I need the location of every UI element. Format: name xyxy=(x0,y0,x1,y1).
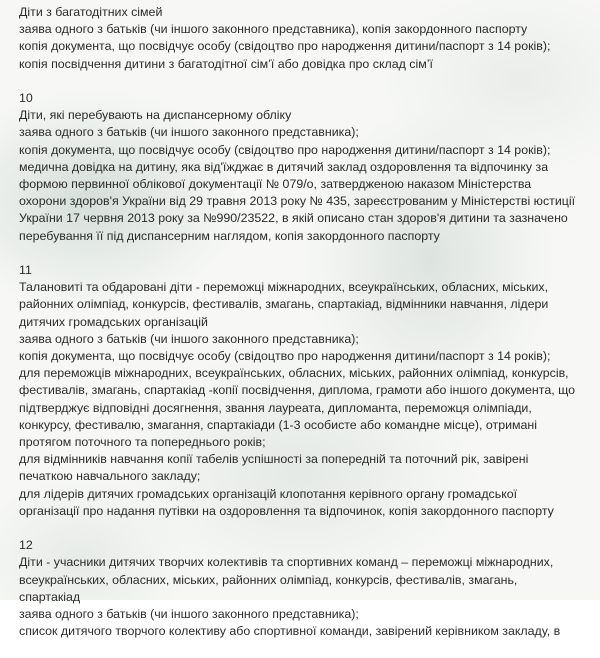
requirement-line: для переможців міжнародних, всеукраїнських, обласних, міських, районних олімпіад, конкурсів, xyxy=(19,366,569,381)
section-heading: Діти з багатодітних сімей xyxy=(19,5,163,19)
requirement-line: список дитячого творчого колективу або спортивної команди, завірений керівником закладу, в xyxy=(19,624,561,639)
requirement-line: копія документа, що посвідчує особу (свідоцтво про народження дитини/паспорт з 14 років); xyxy=(19,39,551,54)
section-9 xyxy=(19,4,586,73)
section-heading: дитячих громадських організацій xyxy=(19,314,208,329)
requirement-line: України 17 червня 2013 року за №990/23522, в якій описано стан здоров'я дитини та зазначено xyxy=(19,211,568,226)
requirement-line: копія документа, що посвідчує особу (свідоцтво про народження дитини/паспорт з 14 років); xyxy=(19,142,551,157)
requirement-line: фестивалів, змагань, спартакіад -копії посвідчення, диплома, грамоти або іншого документа, що xyxy=(19,383,576,398)
section-number: 12 xyxy=(19,538,33,553)
section-11 xyxy=(19,262,586,520)
section-number: 10 xyxy=(19,91,33,105)
section-12 xyxy=(19,537,586,640)
requirement-line: заява одного з батьків (чи іншого законного представника); xyxy=(19,607,359,622)
section-heading: всеукраїнських, обласних, міських, районних олімпіад, конкурсів, фестивалів, змагань, xyxy=(19,572,518,587)
requirement-line: організації про надання путівки на оздоровлення та відпочинок, копія закордонного паспорту xyxy=(19,503,554,518)
section-number: 11 xyxy=(19,263,32,278)
requirement-line: формою первинної облікової документації № 079/о, затвердженою наказом Міністерства xyxy=(19,177,532,192)
requirement-line: медична довідка на дитину, яка від'їжджає в дитячий заклад оздоровлення та відпочинку за xyxy=(19,159,549,174)
requirement-line: заява одного з батьків (чи іншого законного представника), копія закордонного паспорту xyxy=(19,22,528,37)
section-heading: спартакіад xyxy=(19,589,81,604)
section-heading: районних олімпіад, конкурсів, фестивалів, змагань, спартакіад, відмінники навчання, лідери xyxy=(19,297,549,312)
section-heading: Діти, які перебувають на диспансерному обліку xyxy=(19,108,292,123)
requirement-line: печаткою навчального закладу; xyxy=(19,469,201,484)
requirement-line: для відмінників навчання копії табелів успішності за попередній та поточний рік, завірені xyxy=(19,452,529,467)
requirement-line: конкурсу, фестивалю, змагання, спартакіади (1-3 особисте або командне місце), отримані xyxy=(19,417,538,432)
section-heading: Талановиті та обдаровані діти - переможці міжнародних, всеукраїнських, обласних, міських, xyxy=(19,280,549,295)
requirement-line: перебування її під диспансерним наглядом, копія закордонного паспорту xyxy=(19,228,440,243)
requirement-line: заява одного з батьків (чи іншого законного представника); xyxy=(19,331,359,346)
section-10 xyxy=(19,90,586,245)
requirement-line: для лідерів дитячих громадських організацій клопотання керівного органу громадської xyxy=(19,486,518,501)
requirement-line: заява одного з батьків (чи іншого законного представника); xyxy=(19,125,359,140)
requirement-line: протягом поточного та попереднього років; xyxy=(19,435,266,450)
requirement-line: копія посвідчення дитини з багатодітної сім’ї або довідка про склад сім’ї xyxy=(19,56,433,71)
requirement-line: охорони здоров'я України від 29 травня 2013 року № 435, зареєстрованим у Міністерстві юстиції xyxy=(19,194,576,209)
requirement-line: копія документа, що посвідчує особу (свідоцтво про народження дитини/паспорт з 14 років); xyxy=(19,349,551,364)
section-heading: Діти - учасники дитячих творчих колективів та спортивних команд – переможці міжнародних, xyxy=(19,555,554,570)
document-body xyxy=(19,4,586,658)
requirement-line: підтверджує відповідні досягнення, звання лауреата, дипломанта, переможця олімпіади, xyxy=(19,400,532,415)
